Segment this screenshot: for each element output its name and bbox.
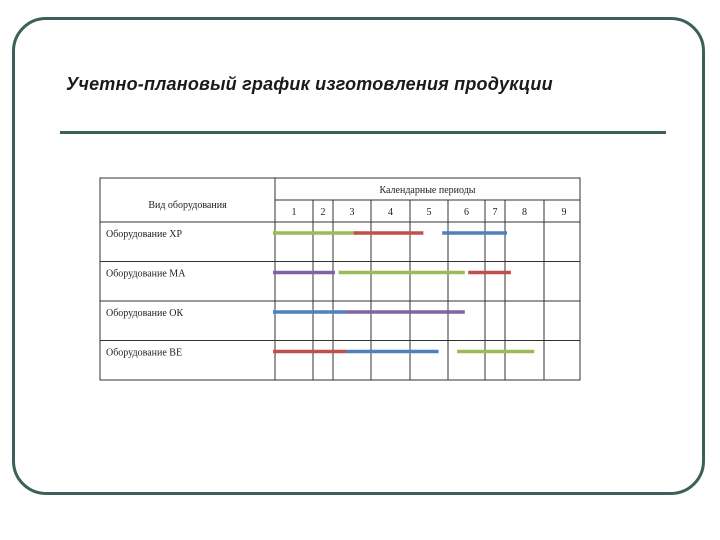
period-label-8: 8 [522,207,527,218]
period-label-4: 4 [388,207,393,218]
equipment-row-label: Оборудование ОК [106,308,184,319]
period-label-5: 5 [426,207,432,218]
period-label-3: 3 [349,207,355,218]
equipment-row-label: Оборудование ХР [106,229,183,240]
equipment-column-header: Вид оборудования [148,200,227,211]
periods-header: Календарные периоды [379,185,476,196]
period-label-2: 2 [320,207,326,218]
period-label-1: 1 [291,207,297,218]
equipment-row-label: Оборудование МА [106,268,186,280]
slide-title: Учетно-плановый график изготовления продукции [66,74,553,94]
period-label-6: 6 [464,207,469,218]
period-label-9: 9 [561,207,567,218]
period-label-7: 7 [492,207,498,218]
equipment-row-label: Оборудование ВЕ [106,347,183,359]
